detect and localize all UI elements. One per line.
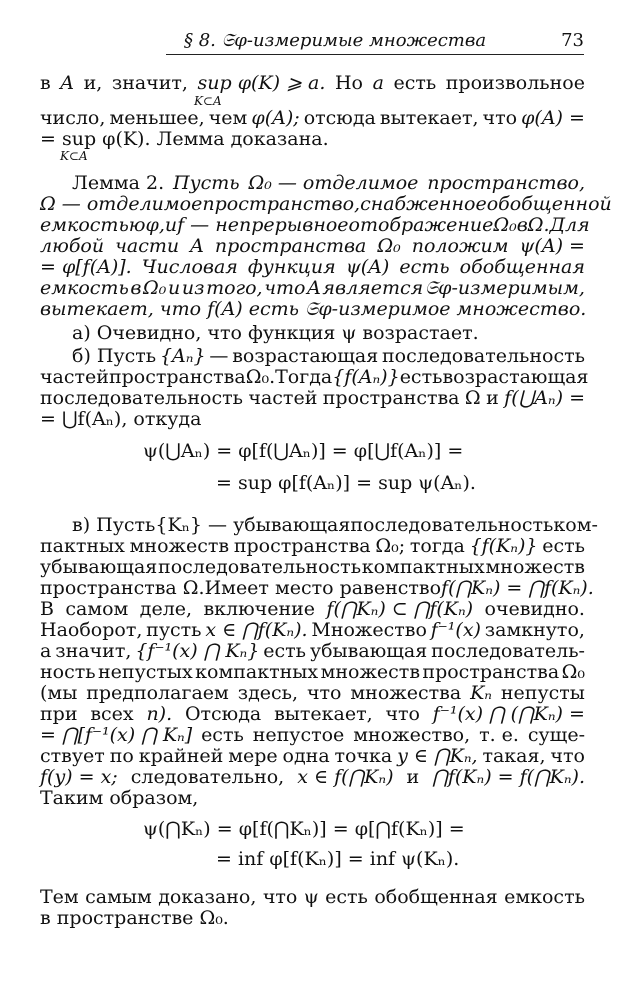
text-line: емкостью φ, и f — непрерывное отображение Ω₀ в Ω. Для <box>40 214 590 236</box>
text-line: = φ[f(A)]. Числовая функция ψ(A) есть обобщенная <box>40 256 585 278</box>
sup-subscript: K⊂A <box>194 94 222 108</box>
text-line: в A и, значит, sup φ(K) ⩾ a. Но a есть произвольное <box>40 72 585 94</box>
proof-item-b: б) Пусть {Aₙ} — возрастающая последовательность <box>72 345 585 367</box>
text-line: вытекает, что f(A) есть 𝔖φ-измеримое множество. <box>40 298 587 320</box>
text-line: последовательность частей пространства Ω и f(⋃Aₙ) = <box>40 387 585 409</box>
text-line: частей пространства Ω₀. Тогда {f(Aₙ)} есть возрастающая <box>40 366 589 388</box>
equation-line: ψ(⋃Aₙ) = φ[f(⋃Aₙ)] = φ[⋃f(Aₙ)] = <box>143 440 464 462</box>
text-line: В самом деле, включение f(⋂Kₙ) ⊂ ⋂f(Kₙ) очевидно. <box>40 598 585 620</box>
text-line: ствует по крайней мере одна точка y ∈ ⋂Kₙ, такая, что <box>40 745 585 767</box>
header-title: § 8. 𝔖φ-измеримые множества <box>184 30 487 51</box>
page-number: 73 <box>561 30 584 51</box>
text-line: любой части A пространства Ω₀ положим ψ(A) = <box>40 235 585 257</box>
text-line: число, меньшее, чем φ(A); отсюда вытекает, что φ(A) = <box>40 107 585 129</box>
lemma-label: Лемма 2. <box>72 172 165 194</box>
text-line: при всех n). Отсюда вытекает, что f⁻¹(x) ⋂ (⋂Kₙ) = <box>40 703 585 725</box>
equation-line: = sup φ[f(Aₙ)] = sup ψ(Aₙ). <box>216 472 476 494</box>
lemma-heading-line: Лемма 2. Пусть Ω₀ — отделимое пространство, <box>72 172 585 194</box>
text-line: (мы предполагаем здесь, что множества Kₙ непусты <box>40 682 585 704</box>
text-line: в пространстве Ω₀. <box>40 907 229 929</box>
equation-line: = inf φ[f(Kₙ)] = inf ψ(Kₙ). <box>216 848 460 870</box>
equation-line: ψ(⋂Kₙ) = φ[f(⋂Kₙ)] = φ[⋂f(Kₙ)] = <box>143 818 465 840</box>
header-rule <box>166 54 584 55</box>
running-header <box>64 30 584 56</box>
text-line: пактных множеств пространства Ω₀; тогда {f(Kₙ)} есть <box>40 535 585 557</box>
proof-item-a: а) Очевидно, что функция ψ возрастает. <box>72 322 479 344</box>
text-line: а значит, {f⁻¹(x) ⋂ Kₙ} есть убывающая последователь- <box>40 640 585 662</box>
proof-item-c: в) Пусть {Kₙ} — убывающая последовательность ком- <box>72 514 598 536</box>
text-line: = ⋂[f⁻¹(x) ⋂ Kₙ] есть непустое множество, т. е. суще- <box>40 724 585 746</box>
text-line: пространства Ω. Имеет место равенство f(⋂Kₙ) = ⋂f(Kₙ). <box>40 577 594 599</box>
text-line: убывающая последовательность компактных множеств <box>40 556 585 578</box>
text-line: Тем самым доказано, что ψ есть обобщенная емкость <box>40 886 585 908</box>
text-line: = ⋃f(Aₙ), откуда <box>40 408 202 430</box>
sup-subscript: K⊂A <box>60 149 88 163</box>
text-line: емкость в Ω₀ и из того, что A является 𝔖φ-измеримым, <box>40 277 585 299</box>
text-line: Ω — отделимое пространство, снабженное обобщенной <box>40 193 612 215</box>
text-line: = sup φ(K). Лемма доказана. <box>40 128 329 150</box>
text-line: ность непустых компактных множеств пространства Ω₀ <box>40 661 585 683</box>
text-line: f(y) = x; следовательно, x ∈ f(⋂Kₙ) и ⋂f(Kₙ) = f(⋂Kₙ). <box>40 766 585 788</box>
text-line: Наоборот, пусть x ∈ ⋂f(Kₙ). Множество f⁻¹(x) замкнуто, <box>40 619 585 641</box>
text-line: Таким образом, <box>40 787 199 809</box>
